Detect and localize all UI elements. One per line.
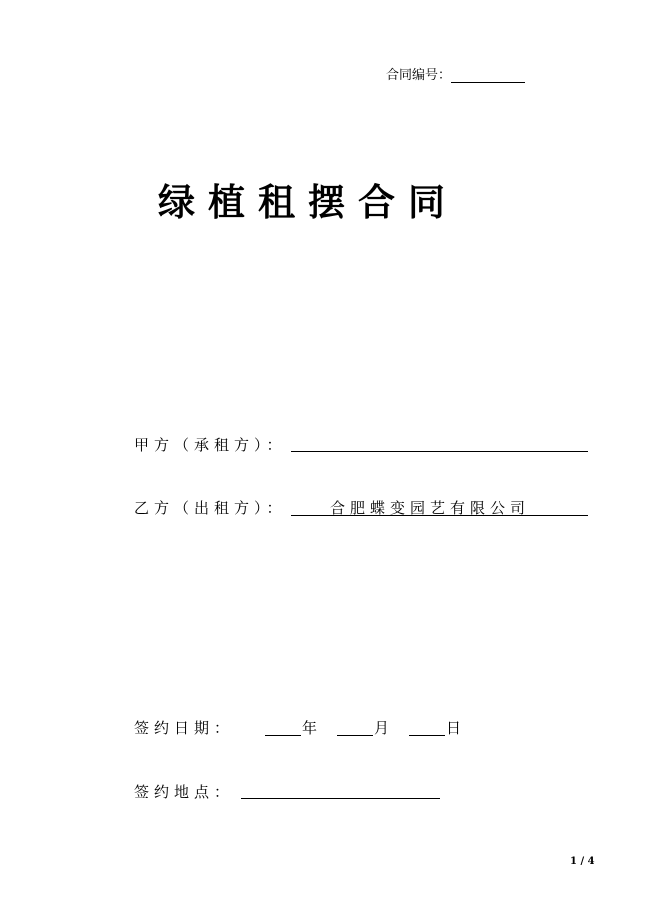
signing-place-label: 签约地点： <box>134 783 235 801</box>
month-blank <box>337 716 373 736</box>
party-b-label: 乙方（出租方）： <box>134 499 287 517</box>
day-unit: 日 <box>446 719 462 737</box>
party-a-blank <box>291 432 588 452</box>
place-blank <box>241 779 440 799</box>
year-blank <box>265 716 301 736</box>
day-blank <box>409 716 445 736</box>
contract-number-blank <box>451 69 525 83</box>
signing-date-label: 签约日期： <box>134 719 235 737</box>
party-a-label: 甲方（承租方）： <box>134 436 287 454</box>
page-number: 1 / 4 <box>570 856 595 867</box>
year-unit: 年 <box>302 719 318 737</box>
party-b-company: 合肥蝶变园艺有限公司 <box>330 499 531 517</box>
document-title: 绿植租摆合同 <box>158 181 458 224</box>
contract-number <box>386 64 525 83</box>
contract-number-label: 合同编号： <box>386 68 452 83</box>
month-unit: 月 <box>374 719 390 737</box>
